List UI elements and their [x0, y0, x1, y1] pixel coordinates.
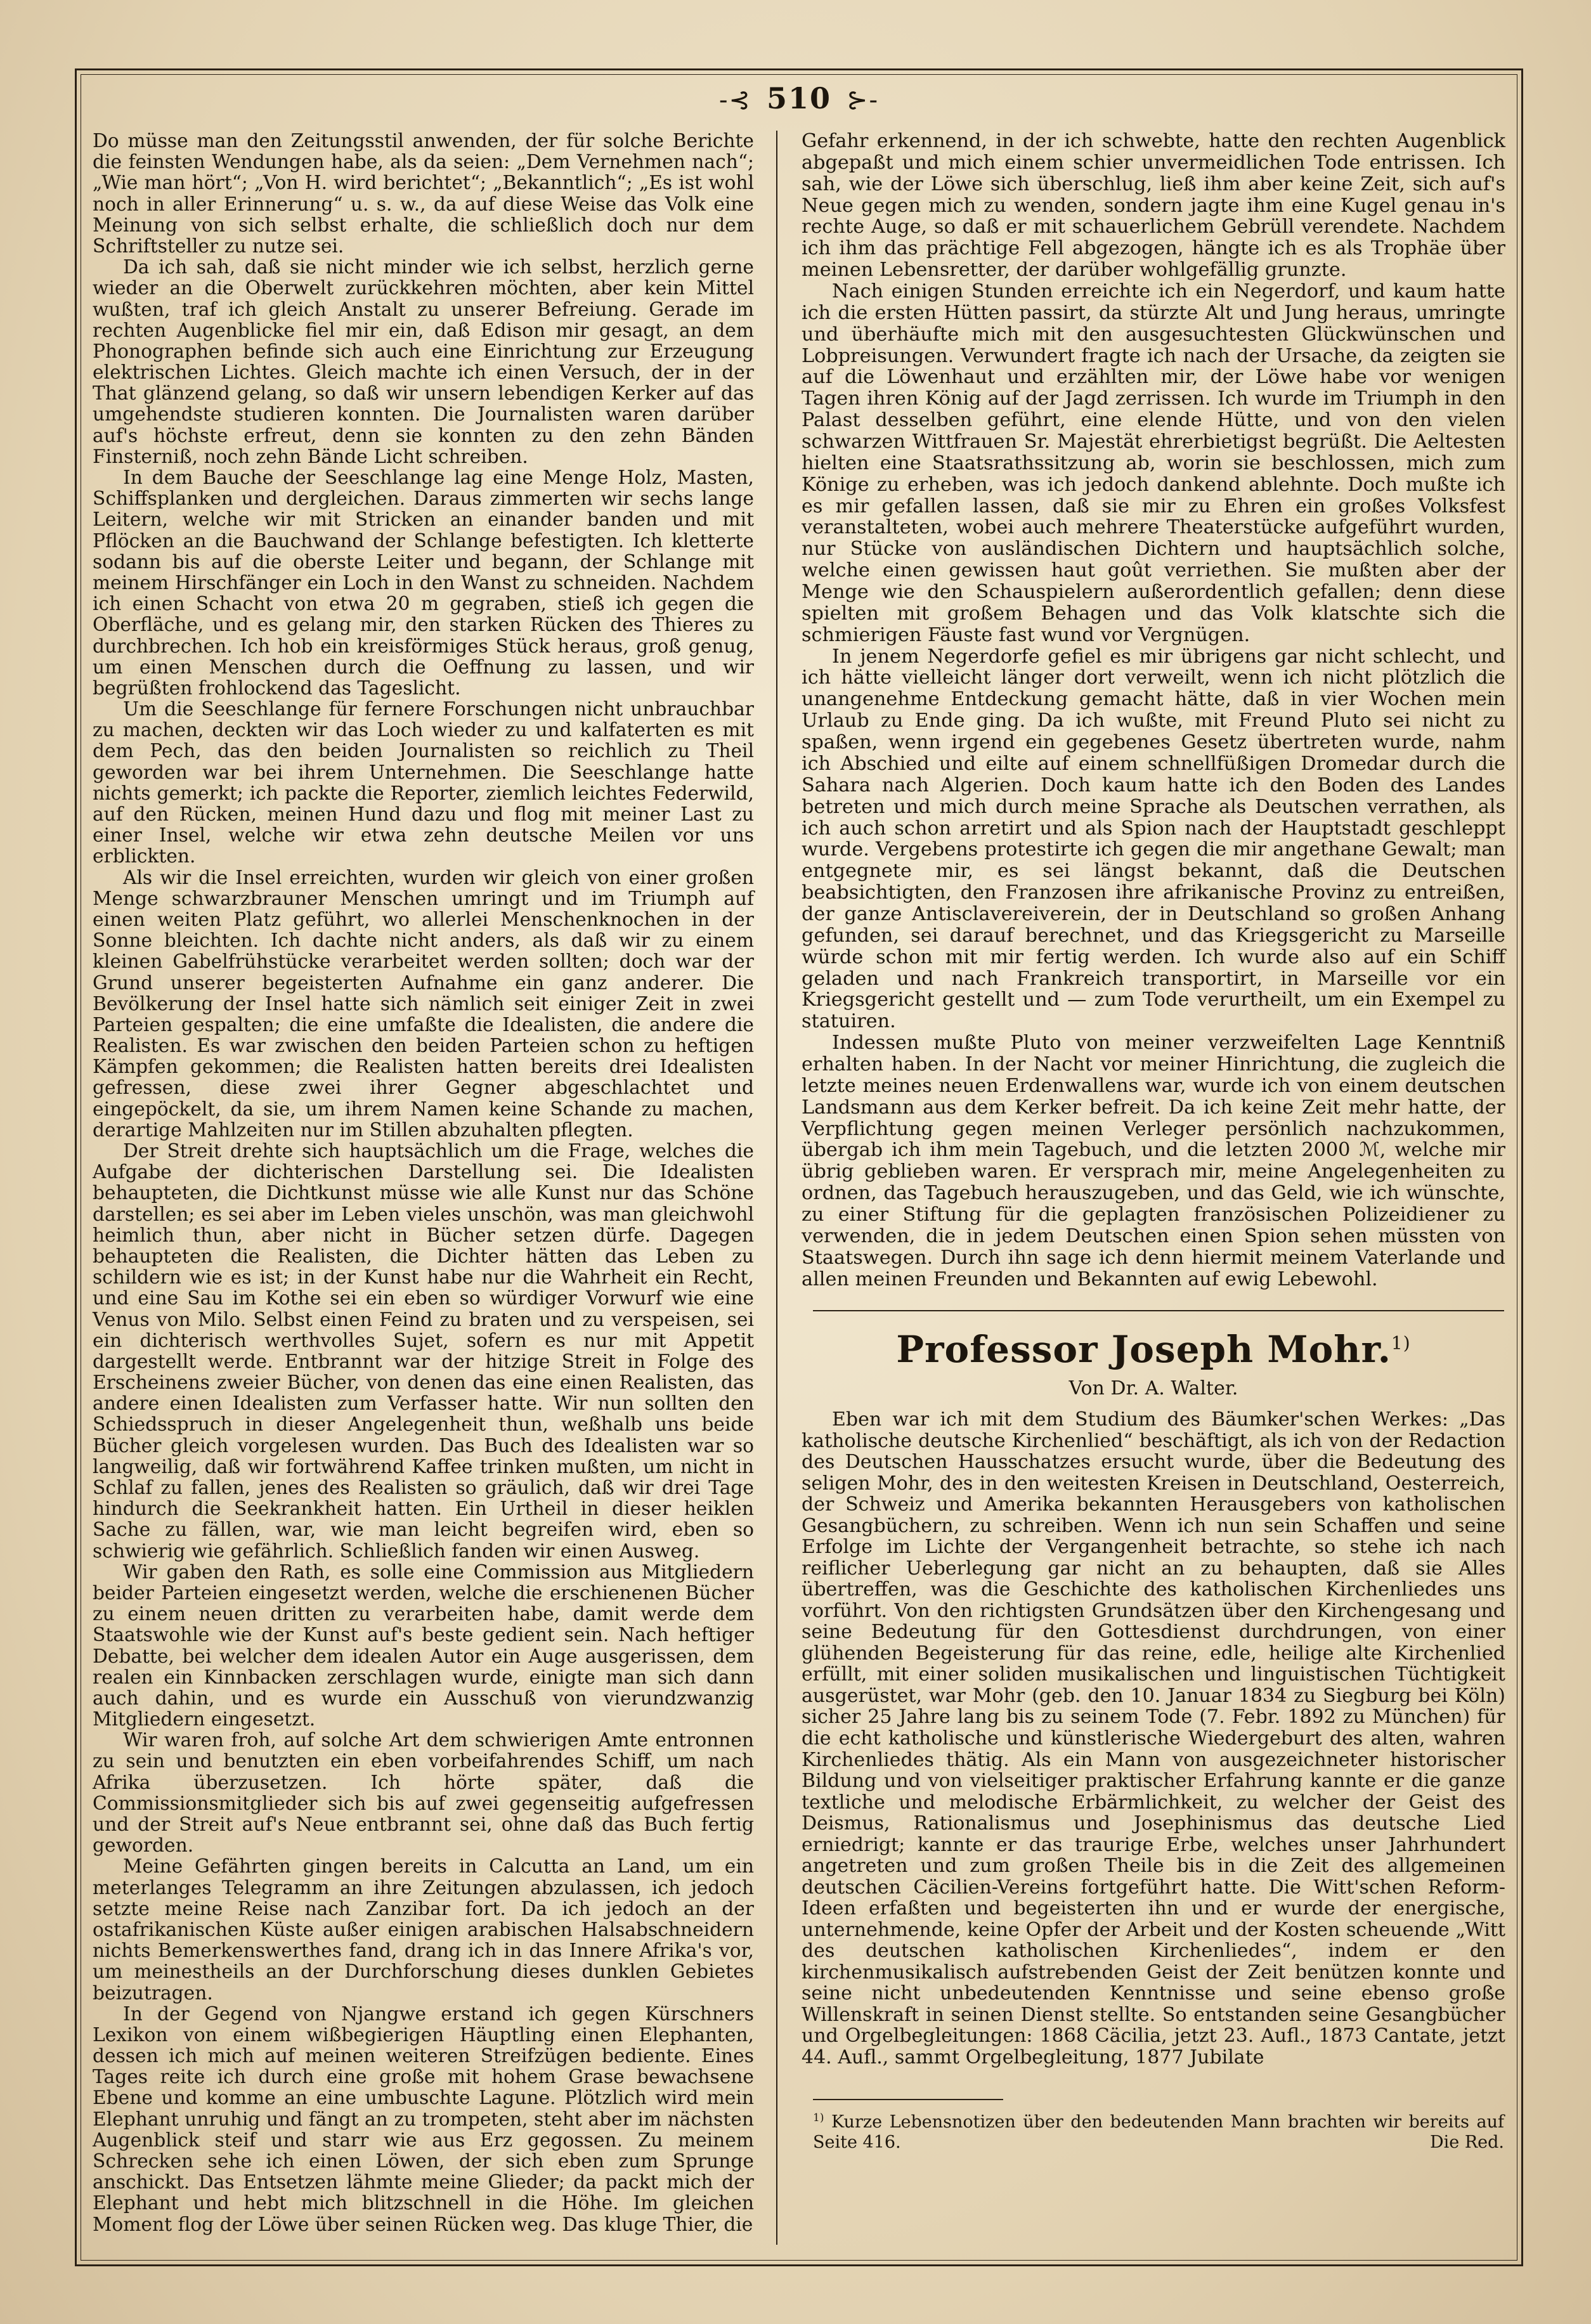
paragraph: In jenem Negerdorfe gefiel es mir übrigens gar nicht schlecht, und ich hätte vielleicht länger dort verweilt, wenn ich nicht plötzlich die unangenehme Entdeckung gemacht hätte, daß in vier Wochen mein Urlaub zu Ende ging. Da ich wußte, mit Freund Pluto sei nicht zu spaßen, wenn irgend ein gegebenes Gesetz übertreten wurde, nahm ich Abschied und eilte auf einem schnellfüßigen Dromedar durch die Sahara nach Algerien. Doch kaum hatte ich den Boden des Landes betreten und mich durch meine Sprache als Deutschen verrathen, als ich auch schon arretirt und als Spion nach der Hauptstadt geschleppt wurde. Vergebens protestirte ich gegen die mir angethane Gewalt; man entgegnete mir, es sei längst bekannt, daß die Deutschen beabsichtigten, den Franzosen ihre afrikanische Provinz zu entreißen, der ganze Antisclavereiverein, der in Deutschland so großen Anhang gefunden, sei darauf berechnet, und das Kriegsgericht zu Marseille würde schon mit mir fertig werden. Ich wurde also auf ein Schiff geladen und nach Frankreich transportirt, in Marseille vor ein Kriegsgericht gestellt und — zum Tode verurtheilt, um ein Exempel zu statuiren. [802, 645, 1505, 1033]
paragraph: Meine Gefährten gingen bereits in Calcutta an Land, um ein meterlanges Telegramm an ihre Zeitungen abzulassen, ich jedoch setzte meine Reise nach Zanzibar fort. Da ich jedoch an der ostafrikanischen Küste außer einigen arabischen Halsabschneidern nichts Bemerkenswerthes fand, drang ich in das Innere Afrika's vor, um meinestheils an der Durchforschung dieses dunklen Gebietes beizutragen. [93, 1855, 754, 2004]
right-column [802, 131, 1505, 1290]
article-separator [813, 1310, 1504, 1311]
footnote-signature: Die Red. [1429, 2132, 1504, 2152]
paragraph: Indessen mußte Pluto von meiner verzweifelten Lage Kenntniß erhalten haben. In der Nacht vor meiner Hinrichtung, die zugleich die letzte meines neuen Erdenwallens war, wurde ich von einem deutschen Landsmann aus dem Kerker befreit. Da ich keine Zeit mehr hatte, der Verpflichtung gegen meinen Verleger persönlich nachzukommen, übergab ich ihm mein Tagebuch, und die letzten 2000 ℳ, welche mir übrig geblieben waren. Er versprach mir, meine Angelegenheiten zu ordnen, das Tagebuch herauszugeben, und das Geld, wie ich wünschte, zu einer Stiftung für die geplagten französischen Polizeidiener zu verwenden, die in jedem Deutschen einen Spion sehen müssten von Staatswegen. Durch ihn sage ich denn hiermit meinem Vaterlande und allen meinen Freunden und Bekannten auf ewig Lebewohl. [802, 1032, 1505, 1290]
paragraph: Eben war ich mit dem Studium des Bäumker'schen Werkes: „Das katholische deutsche Kirchenlied“ beschäftigt, als ich von der Redaction des Deutschen Hausschatzes ersucht wurde, über die Bedeutung des seligen Mohr, des in den weitesten Kreisen in Deutschland, Oesterreich, der Schweiz und Amerika bekannten Herausgebers von katholischen Gesangbüchern, zu schreiben. Wenn ich nun sein Schaffen und seine Erfolge im Lichte der Vergangenheit betrachte, so stehe ich nach reiflicher Ueberlegung gar nicht an zu behaupten, daß sie Alles übertreffen, was die Geschichte des katholischen Kirchenliedes uns vorführt. Von den richtigsten Grundsätzen über den Kirchengesang und seine Bedeutung für den Gottesdienst durchdrungen, von einer glühenden Begeisterung für das reine, edle, heilige alte Kirchenlied erfüllt, mit einer soliden musikalischen und linguistischen Tüchtigkeit ausgerüstet, war Mohr (geb. den 10. Januar 1834 zu Siegburg bei Köln) sicher 25 Jahre lang bis zu seinem Tode (7. Febr. 1892 zu München) für die echt katholische und künstlerische Wiedergeburt des alten, wahren Kirchenliedes thätig. Als ein Mann von ausgezeichneter historischer Bildung und von vielseitiger praktischer Erfahrung kannte er die ganze textliche und melodische Erbärmlichkeit, zu welcher der Geist des Deismus, Rationalismus und Josephinismus das deutsche Lied erniedrigt; kannte er das traurige Erbe, welches unser Jahrhundert angetreten und zum großen Theile bis in die Zeit des allgemeinen deutschen Cäcilien-Vereins fortgeführt hatte. Die Witt'schen Reform-Ideen erfaßten und begeisterten ihn und er wurde der energische, unternehmende, keine Opfer der Arbeit und der Kosten scheuende „Witt des deutschen katholischen Kirchenliedes“, indem er den kirchenmusikalisch aufstrebenden Geist der Zeit benützen konnte und seine nicht unbedeutenden Kenntnisse und seine ebenso große Willenskraft in seinen Dienst stellte. So entstanden seine Gesangbücher und Orgelbegleitungen: 1868 Cäcilia, jetzt 23. Aufl., 1873 Cantate, jetzt 44. Aufl., sammt Orgelbegleitung, 1877 Jubilate [802, 1408, 1505, 2068]
article-title [802, 1328, 1505, 1371]
article-author: Von Dr. A. Walter. [1068, 1377, 1238, 1399]
footnote-text: Kurze Lebensnotizen über den bedeutenden Mann brachten wir bereits auf Seite 416. [813, 2112, 1505, 2152]
paragraph: Um die Seeschlange für fernere Forschungen nicht unbrauchbar zu machen, deckten wir das Loch wieder zu und kalfaterten es mit dem Pech, das den beiden Journalisten so reichlich zu Theil geworden war bei ihrem Unternehmen. Die Seeschlange hatte nichts gemerkt; ich packte die Reporter, ziemlich leichtes Federwild, auf den Rücken, meinen Hund dazu und flog mit meiner Last zu einer Insel, welche wir etwa zehn deutsche Meilen vor uns erblickten. [93, 698, 754, 868]
article-title-text: Professor Joseph Mohr. [896, 1328, 1391, 1371]
column-divider [776, 131, 777, 2245]
header-ornament-left: -⊰ [718, 86, 751, 115]
paragraph: Wir gaben den Rath, es solle eine Commission aus Mitgliedern beider Parteien eingesetzt werden, welche die erschienenen Bücher zu einem neuen dritten zu verarbeiten habe, damit werde dem Staatswohle wie der Kunst auf's beste gedient sein. Nach heftiger Debatte, bei welcher dem idealen Autor ein Auge ausgerissen, dem realen ein Kinnbacken zerschlagen wurde, einigte man sich dann auch dahin, und es wurde ein Ausschuß von vierundzwanzig Mitgliedern eingesetzt. [93, 1561, 754, 1731]
paragraph: Wir waren froh, auf solche Art dem schwierigen Amte entronnen zu sein und benutzten ein eben vorbeifahrendes Schiff, um nach Afrika überzusetzen. Ich hörte später, daß die Commissionsmitglieder sich bis auf zwei gegenseitig aufgefressen und der Streit auf's Neue entbrannt sei, ohne daß das Buch fertig geworden. [93, 1729, 754, 1857]
article-body [802, 1409, 1505, 2068]
page-number: 510 [766, 81, 832, 115]
footnote-rule [813, 2099, 1003, 2100]
paragraph: Gefahr erkennend, in der ich schwebte, hatte den rechten Augenblick abgepaßt und mich einem schier unvermeidlichen Tode entrissen. Ich sah, wie der Löwe sich überschlug, ließ ihm aber keine Zeit, sich auf's Neue gegen mich zu wenden, sondern jagte ihm eine Kugel genau in's rechte Auge, so daß er mit schauerlichem Gebrüll verendete. Nachdem ich ihm das prächtige Fell abgezogen, hängte ich es als Trophäe über meinen Lebensretter, der darüber wohlgefällig grunzte. [802, 130, 1505, 282]
paragraph: Do müsse man den Zeitungsstil anwenden, der für solche Berichte die feinsten Wendungen habe, als da seien: „Dem Vernehmen nach“; „Wie man hört“; „Von H. wird berichtet“; „Bekanntlich“; „Es ist wohl noch in aller Erinnerung“ u. s. w., da auf diese Weise das Volk eine Meinung von sich selbst erhalte, die schließlich doch nur dem Schriftsteller zu nutze sei. [93, 130, 754, 257]
header-ornament-right: ⊱- [847, 86, 880, 115]
title-footnote-mark: 1) [1391, 1332, 1411, 1354]
paragraph: In dem Bauche der Seeschlange lag eine Menge Holz, Masten, Schiffsplanken und dergleichen. Daraus zimmerten wir sechs lange Leitern, welche wir mit Stricken an einander banden und mit Pflöcken an die Bauchwand der Schlange befestigten. Ich kletterte sodann bis auf die oberste Leiter und begann, der Schlange mit meinem Hirschfänger ein Loch in den Wanst zu schneiden. Nachdem ich einen Schacht von etwa 20 m gegraben, stieß ich gegen die Oberfläche, und es gelang mir, den starken Rücken des Thieres zu durchbrechen. Ich hob ein kreisförmiges Stück heraus, groß genug, um einen Menschen durch die Oeffnung zu lassen, und wir begrüßten frohlockend das Tageslicht. [93, 467, 754, 699]
page-header [75, 81, 1523, 115]
paragraph: Da ich sah, daß sie nicht minder wie ich selbst, herzlich gerne wieder an die Oberwelt zurückkehren möchten, aber kein Mittel wußten, traf ich gleich Anstalt zu unserer Befreiung. Gerade im rechten Augenblicke fiel mir ein, daß Edison mir gesagt, an dem Phonographen befinde sich auch eine Einrichtung zur Erzeugung elektrischen Lichtes. Gleich machte ich einen Versuch, der in der That glänzend gelang, so daß wir unsern lebendigen Kerker auf das umgehendste studieren konnten. Die Journalisten waren darüber auf's höchste erfreut, denn sie konnten zu den zehn Bänden Finsterniß, noch zehn Bände Licht schreiben. [93, 256, 754, 468]
left-column [93, 131, 754, 2235]
paragraph: In der Gegend von Njangwe erstand ich gegen Kürschners Lexikon von einem wißbegierigen Häuptling einen Elephanten, dessen ich mich auf meinen weiteren Streifzügen bediente. Eines Tages reite ich durch eine große mit hohem Grase bewachsene Ebene und komme an eine umbuschte Lagune. Plötzlich wird mein Elephant unruhig und fängt an zu trompeten, steht aber im nächsten Augenblick steif und starr wie aus Erz gegossen. Zu meinem Schrecken sehe ich einen Löwen, der sich eben zum Sprunge anschickt. Das Entsetzen lähmte meine Glieder; da packt mich der Elephant und hebt mich blitzschnell in die Höhe. Im gleichen Moment flog der Löwe über seinen Rücken weg. Das kluge Thier, die [93, 2003, 754, 2236]
paragraph: Als wir die Insel erreichten, wurden wir gleich von einer großen Menge schwarzbrauner Menschen umringt und im Triumph auf einen weiten Platz geführt, wo allerlei Menschenknochen in der Sonne bleichten. Ich dachte nicht anders, als daß wir zu einem kleinen Gabelfrühstücke verarbeitet werden sollten; doch war der Grund unserer begeisterten Aufnahme ein ganz anderer. Die Bevölkerung der Insel hatte sich nämlich seit einiger Zeit in zwei Parteien gespalten; die eine umfaßte die Idealisten, die andere die Realisten. Es war zwischen den beiden Parteien schon zu heftigen Kämpfen gekommen; die Realisten hatten bereits drei Idealisten gefressen, diese zwei ihrer Gegner abgeschlachtet und eingepöckelt, da sie, um ihrem Namen keine Schande zu machen, derartige Mahlzeiten nur im Stillen abzuhalten pflegten. [93, 866, 754, 1141]
footnote [813, 2108, 1504, 2153]
footnote-mark: 1) [813, 2112, 824, 2124]
paragraph: Nach einigen Stunden erreichte ich ein Negerdorf, und kaum hatte ich die ersten Hütten passirt, da stürzte Alt und Jung heraus, umringte und überhäufte mich mit den ausgesuchtesten Glückwünschen und Lobpreisungen. Verwundert fragte ich nach der Ursache, da zeigten sie auf die Löwenhaut und erzählten mir, der Löwe habe vor wenigen Tagen ihren König auf der Jagd zerrissen. Ich wurde im Triumph in den Palast desselben geführt, eine elende Hütte, und von den vielen schwarzen Wittfrauen Sr. Majestät ehrerbietigst begrüßt. Die Aeltesten hielten eine Staatsrathssitzung ab, worin sie beschlossen, mich zum Könige zu erheben, was ich jedoch dankend ablehnte. Doch mußte ich es mir gefallen lassen, daß sie mir zu Ehren ein großes Volksfest veranstalteten, wobei auch mehrere Theaterstücke aufgeführt wurden, nur Stücke von ausländischen Dichtern und hauptsächlich solche, welche einen gewissen haut goût verriethen. Sie mußten aber der Menge wie den Schauspielern außerordentlich gefallen; denn diese spielten mit großem Behagen und das Volk klatschte sich die schmierigen Fäuste fast wund vor Vergnügen. [802, 280, 1505, 646]
paragraph: Der Streit drehte sich hauptsächlich um die Frage, welches die Aufgabe der dichterischen Darstellung sei. Die Idealisten behaupteten, die Dichtkunst müsse wie alle Kunst nur das Schöne darstellen; es sei aber im Leben vieles unschön, was man gleichwohl heimlich thun, aber nicht in Bücher setzen dürfe. Dagegen behaupteten die Realisten, die Dichter hätten das Leben zu schildern wie es ist; in der Kunst habe nur die Wahrheit ein Recht, und eine Sau im Kothe sei ein eben so würdiger Vorwurf wie eine Venus von Milo. Selbst einen Feind zu braten und zu verspeisen, sei ein dichterisch werthvolles Sujet, sofern es nur mit Appetit dargestellt werde. Entbrannt war der hitzige Streit in Folge des Erscheinens zweier Bücher, von denen das eine einen Realisten, das andere einen Idealisten zum Verfasser hatte. Wir nun sollten den Schiedsspruch in dieser Angelegenheit thun, weßhalb uns beide Bücher gleich vorgelesen wurden. Das Buch des Idealisten war so langweilig, daß wir fortwährend Kaffee trinken mußten, um nicht in Schlaf zu fallen, jenes des Realisten so gräulich, daß wir drei Tage hindurch die Seekrankheit hatten. Ein Urtheil in dieser heiklen Sache zu fällen, war, wie man leicht begreifen wird, eben so schwierig wie gefährlich. Schließlich fanden wir einen Ausweg. [93, 1140, 754, 1562]
